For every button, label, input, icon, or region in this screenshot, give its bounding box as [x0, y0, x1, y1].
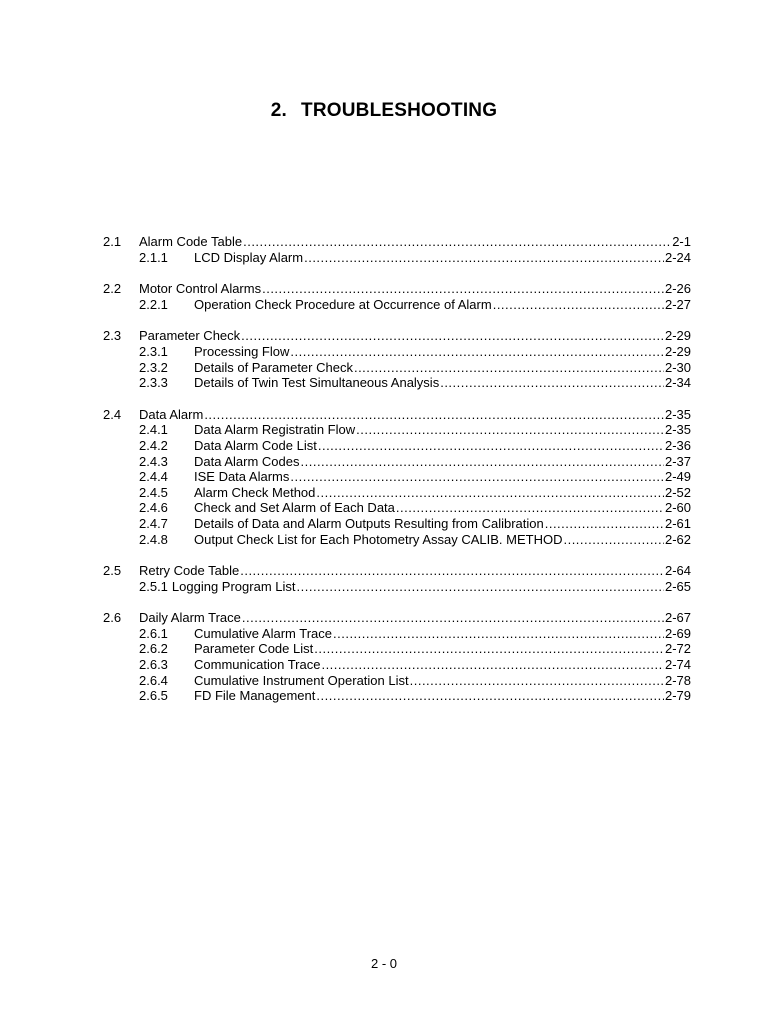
toc-entry-page: 2-64	[664, 563, 691, 579]
dot-leader	[316, 688, 664, 704]
toc-entry-page: 2-29	[664, 343, 691, 359]
toc-entry-page: 2-72	[664, 641, 691, 657]
dot-leader	[493, 297, 664, 313]
toc-entry-page: 2-78	[664, 672, 691, 688]
toc-entry-page: 2-26	[664, 281, 691, 297]
toc-subentry[interactable]	[103, 469, 691, 485]
toc-entry-number: 2.6.1	[139, 625, 168, 641]
page-footer-number: 2 - 0	[370, 956, 397, 971]
dot-leader	[204, 407, 664, 423]
toc-entry-page: 2-62	[664, 531, 691, 547]
chapter-number: 2.	[270, 100, 288, 121]
toc-entry[interactable]	[103, 281, 691, 297]
toc-entry-page: 2-37	[664, 453, 691, 469]
dot-leader	[318, 438, 664, 454]
dot-leader	[354, 360, 664, 376]
toc-entry-number: 2.4.5	[139, 484, 168, 500]
dot-leader	[333, 626, 664, 642]
toc-subentry[interactable]	[103, 422, 691, 438]
toc-subentry[interactable]	[103, 657, 691, 673]
toc-entry[interactable]	[103, 234, 691, 250]
dot-leader	[314, 641, 664, 657]
toc-entry-page: 2-67	[664, 610, 691, 626]
dot-leader	[316, 485, 664, 501]
toc-entry-page: 2-69	[664, 625, 691, 641]
toc-entry-title: FD File Management	[194, 688, 316, 704]
toc-entry-page: 2-1	[672, 234, 691, 249]
toc-entry-number: 2.4.2	[139, 437, 168, 453]
toc-entry-number: 2.5	[103, 563, 122, 579]
table-of-contents	[103, 234, 691, 720]
toc-entry-page: 2-27	[664, 296, 691, 312]
toc-section	[103, 563, 691, 594]
toc-entry-title: ISE Data Alarms	[194, 469, 290, 485]
dot-leader	[563, 532, 664, 548]
toc-entry-number: 2.2	[103, 281, 122, 297]
toc-entry-page: 2-24	[664, 249, 691, 265]
toc-subentry[interactable]	[103, 500, 691, 516]
dot-leader	[290, 469, 664, 485]
toc-subentry[interactable]	[103, 375, 691, 391]
toc-entry-title: Cumulative Alarm Trace	[194, 625, 332, 641]
toc-entry-title: Cumulative Instrument Operation List	[194, 672, 409, 688]
dot-leader	[243, 234, 671, 250]
toc-entry-title: Logging Program List	[171, 578, 296, 594]
dot-leader	[321, 657, 664, 673]
toc-entry-number: 2.4.6	[139, 500, 168, 516]
dot-leader	[242, 610, 664, 626]
toc-entry-page: 2-34	[664, 375, 691, 391]
toc-entry-number: 2.3.3	[139, 375, 168, 391]
toc-entry-title: Details of Data and Alarm Outputs Resulting from Calibration	[194, 515, 544, 531]
toc-entry-number: 2.6.5	[139, 688, 168, 704]
toc-subentry[interactable]	[103, 579, 691, 595]
toc-entry[interactable]	[103, 328, 691, 344]
toc-entry-title: Details of Parameter Check	[194, 359, 353, 375]
toc-subentry[interactable]	[103, 626, 691, 642]
toc-entry-number: 2.4.1	[139, 422, 168, 438]
dot-leader	[545, 516, 664, 532]
toc-entry-title: Data Alarm Code List	[194, 437, 317, 453]
toc-subentry[interactable]	[103, 297, 691, 313]
toc-entry-title: Motor Control Alarms	[139, 281, 262, 297]
toc-entry-number: 2.2.1	[139, 296, 168, 312]
toc-subentry[interactable]	[103, 360, 691, 376]
toc-entry-number: 2.3.1	[139, 343, 168, 359]
dot-leader	[241, 328, 664, 344]
dot-leader	[396, 500, 664, 516]
toc-entry-title: Retry Code Table	[139, 563, 240, 579]
toc-entry-title: Parameter Check	[139, 328, 241, 344]
toc-entry-title: Alarm Code Table	[139, 234, 243, 249]
toc-entry-title: Alarm Check Method	[194, 484, 316, 500]
toc-entry-page: 2-52	[664, 484, 691, 500]
toc-entry[interactable]	[103, 610, 691, 626]
toc-entry-title: Output Check List for Each Photometry Assay CALIB. METHOD	[194, 531, 563, 547]
toc-entry-number: 2.3	[103, 328, 122, 344]
toc-entry-page: 2-74	[664, 657, 691, 673]
chapter-title: TROUBLESHOOTING	[301, 100, 498, 121]
toc-entry-number: 2.4.4	[139, 469, 168, 485]
toc-entry-title: Daily Alarm Trace	[139, 610, 241, 626]
toc-section	[103, 234, 691, 265]
toc-section	[103, 328, 691, 390]
toc-entry-number: 2.5.1	[139, 578, 168, 594]
toc-entry-page: 2-79	[664, 688, 691, 704]
toc-entry-page: 2-60	[664, 500, 691, 516]
toc-subentry[interactable]	[103, 438, 691, 454]
toc-entry-page: 2-35	[664, 422, 691, 438]
toc-entry-number: 2.6	[103, 610, 122, 626]
toc-entry-title: Data Alarm Codes	[194, 453, 300, 469]
toc-entry-title: Communication Trace	[194, 657, 321, 673]
toc-entry-number: 2.4	[103, 406, 122, 422]
toc-entry-number: 2.1.1	[139, 249, 168, 265]
dot-leader	[410, 673, 664, 689]
toc-subentry[interactable]	[103, 454, 691, 470]
dot-leader	[240, 563, 664, 579]
toc-subentry[interactable]	[103, 532, 691, 548]
toc-subentry[interactable]	[103, 485, 691, 501]
toc-entry-title: Parameter Code List	[194, 641, 314, 657]
dot-leader	[262, 281, 664, 297]
toc-subentry[interactable]	[103, 641, 691, 657]
toc-entry[interactable]	[103, 563, 691, 579]
dot-leader	[297, 579, 664, 595]
toc-entry-page: 2-49	[664, 469, 691, 485]
toc-subentry[interactable]	[103, 688, 691, 704]
toc-entry-number: 2.4.8	[139, 531, 168, 547]
toc-subentry[interactable]	[103, 673, 691, 689]
toc-section	[103, 610, 691, 704]
toc-subentry[interactable]	[103, 516, 691, 532]
toc-entry[interactable]	[103, 407, 691, 423]
dot-leader	[290, 344, 664, 360]
toc-entry-number: 2.6.4	[139, 672, 168, 688]
toc-entry-title: Processing Flow	[194, 343, 290, 359]
toc-entry-title: Data Alarm Registratin Flow	[194, 422, 356, 438]
toc-entry-page: 2-65	[664, 578, 691, 594]
toc-subentry[interactable]	[103, 344, 691, 360]
toc-entry-number: 2.6.2	[139, 641, 168, 657]
toc-entry-page: 2-35	[664, 406, 691, 422]
toc-entry-number: 2.6.3	[139, 657, 168, 673]
toc-entry-page: 2-36	[664, 437, 691, 453]
toc-entry-title: Operation Check Procedure at Occurrence of Alarm	[194, 296, 492, 312]
dot-leader	[440, 375, 664, 391]
toc-entry-number: 2.4.3	[139, 453, 168, 469]
dot-leader	[301, 454, 664, 470]
toc-entry-page: 2-61	[664, 515, 691, 531]
toc-entry-page: 2-30	[664, 359, 691, 375]
toc-entry-page: 2-29	[664, 328, 691, 344]
toc-entry-title: Check and Set Alarm of Each Data	[194, 500, 395, 516]
page-title	[0, 100, 768, 122]
toc-section	[103, 281, 691, 312]
toc-subentry[interactable]	[103, 250, 691, 266]
dot-leader	[304, 250, 664, 266]
toc-entry-number: 2.4.7	[139, 515, 168, 531]
toc-entry-title: LCD Display Alarm	[194, 249, 304, 265]
toc-entry-number: 2.1	[103, 234, 122, 249]
toc-entry-title: Details of Twin Test Simultaneous Analysis	[194, 375, 440, 391]
toc-entry-title: Data Alarm	[139, 406, 204, 422]
dot-leader	[356, 422, 664, 438]
toc-entry-number: 2.3.2	[139, 359, 168, 375]
toc-section	[103, 407, 691, 547]
